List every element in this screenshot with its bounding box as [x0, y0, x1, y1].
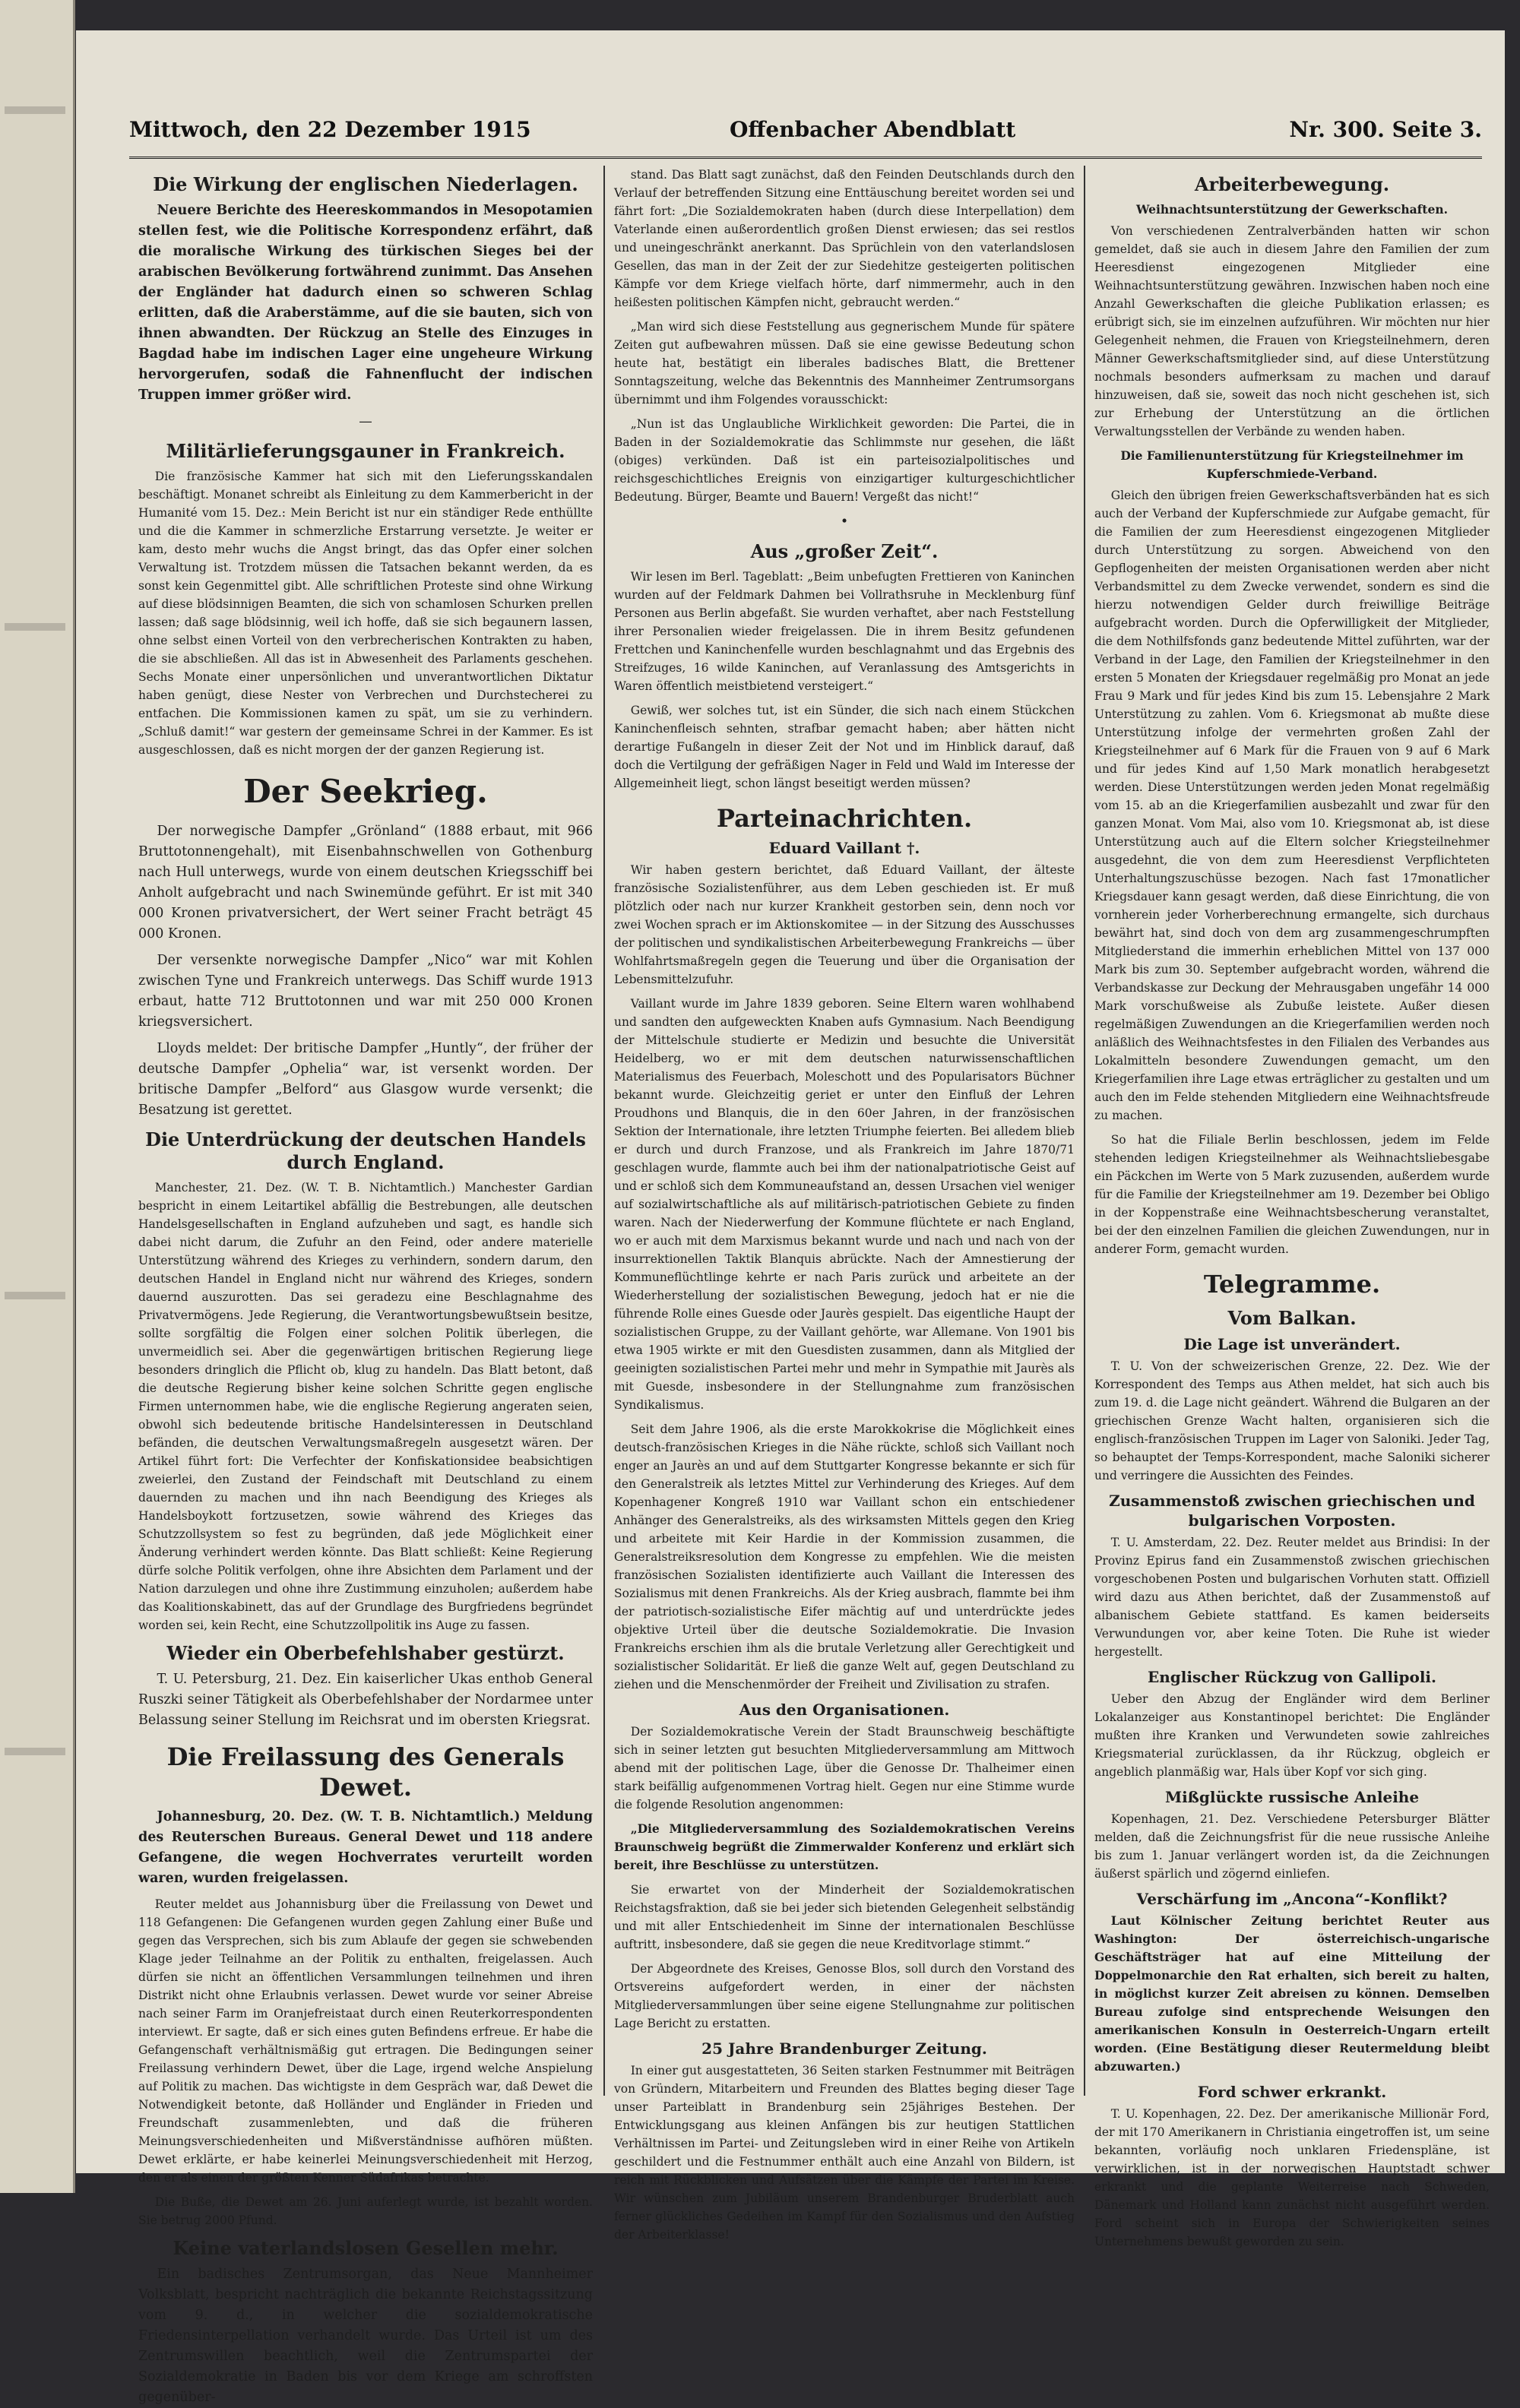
article-paragraph: Wir lesen im Berl. Tageblatt: „Beim unbefugten Frettieren von Kaninchen wurden auf der Feldmark Dahmen bei Vollrathsruhe in Mecklenburg fünf Personen aus Berlin abgefaßt. Sie wurden verhaftet, aber nach Feststellung ihrer Personalien wieder freigelassen. Die in ihrem Besitz gefundenen Frettchen und Kaninchenfelle wurden beschlagnahmt und das Ergebnis des Streifzuges, 16 wilde Kaninchen, auf Veranlassung des Amtsgerichts in Waren öffentlich meistbietend versteigert.“: [614, 570, 1075, 693]
article-headline: Die Unterdrückung der deutschen Handels durch England.: [145, 1128, 586, 1173]
column-3: [1094, 166, 1490, 2248]
article-paragraph: „Man wird sich diese Feststellung aus gegnerischem Munde für spätere Zeiten gut aufbewahren müssen. Daß sie eine gewisse Bedeutung schon heute hat, bestätigt ein liberales badisches Blatt, die Brettener Sonntagszeitung, welche das Bekenntnis des Mannheimer Zentrumsorgans übernimmt und ihm Folgendes vorausschickt:: [614, 320, 1075, 407]
article-paragraph: T. U. Amsterdam, 22. Dez. Reuter meldet aus Brindisi: In der Provinz Epirus fand ein Zusammenstoß zwischen griechischen vorgeschobenen Posten und bulgarischen Vorhuten statt. Offiziell wird dazu aus Athen berichtet, daß der Zusammenstoß auf albanischem Gebiete stattfand. Es kamen beiderseits Verwundungen vor, aber keine Toten. Die Ruhe ist wieder hergestellt.: [1094, 1536, 1490, 1659]
article-paragraph: Manchester, 21. Dez. (W. T. B. Nichtamtlich.) Manchester Gardian bespricht in einem Leitartikel abfällig die Bestrebungen, alle deutschen Handelsgesellschaften in England aufzuheben und sagt, es handle sich dabei nicht darum, die Zufuhr an den Feind, oder andere materielle Unterstützung während des Krieges zu verhindern, sondern darum, den deutschen Handel in England nicht nur während des Krieges, sondern dauernd auszurotten. Das sei geradezu eine Beschlagnahme des Privatvermögens. Jede Regierung, die Verantwortungsbewußtsein besitze, sollte sorgfältig die Folgen einer solchen Politik überlegen, die unvermeidlich sei. Aber die gegenwärtigen britischen Regierung liege besonders dringlich die Pflicht ob, klug zu handeln. Das Blatt betont, daß die deutsche Regierung bisher keine solchen Schritte gegen englische Firmen unternommen habe, wie die englische Regierung angeraten seien, obwohl sich bedeutende britische Handelsinteressen in Deutschland befänden, die deutschen Verwaltungsmaßregeln ausgesetzt wären. Der Artikel führt fort: Die Verfechter der Konfiskationsidee beabsichtigen zweierlei, den Zustand der Feindschaft mit Deutschland zu einem dauernden zu machen und ihn nach Beendigung des Krieges als Handelsboykott fortzusetzen, sowie während des Krieges das Schutzzollsystem so fest zu begründen, daß jede Möglichkeit einer Änderung verhindert werden könnte. Das Blatt schließt: Keine Regierung dürfe solche Politik verfolgen, ohne ihre Absichten dem Parlament und der Nation darzulegen und ohne ihre Zustimmung einzuholen; außerdem habe das Koalitionskabinett, das auf der Grundlage des Burgfriedens begründet worden sei, kein Recht, eine Schutzzollpolitik ins Auge zu fassen.: [138, 1181, 593, 1632]
column-rule: [603, 166, 605, 2096]
masthead-paper-name: Offenbacher Abendblatt: [730, 117, 1016, 142]
article-paragraph: T. U. Petersburg, 21. Dez. Ein kaiserlicher Ukas enthob General Ruszki seiner Tätigkeit als Oberbefehlshaber der Nordarmee unter Belassung seiner Stellung im Reichsrat und im obersten Kriegsrat.: [138, 1672, 593, 1728]
binding-strip: [5, 1292, 65, 1299]
article-paragraph: Gewiß, wer solches tut, ist ein Sünder, die sich nach einem Stückchen Kaninchenfleisch sehnten, strafbar gemacht haben; aber hätten nicht derartige Fußangeln in dieser Zeit der Not und im Hinblick darauf, daß doch die Vertilgung der gefräßigen Nager in Feld und Wald im Interesse der Allgemeinheit liegt, schon längst beseitigt werden müssen?: [614, 704, 1075, 790]
column-rule: [1084, 166, 1085, 2096]
article-paragraph: Die Buße, die Dewet am 26. Juni auferlegt wurde, ist bezahlt worden. Sie betrug 2000 Pfund.: [138, 2195, 593, 2227]
article-subheadline: Ford schwer erkrankt.: [1197, 2083, 1387, 2101]
masthead-issue: Nr. 300. Seite 3.: [1289, 117, 1482, 142]
article-paragraph: So hat die Filiale Berlin beschlossen, jedem im Felde stehenden ledigen Kriegsteilnehmer als Weihnachtsliebesgabe ein Päckchen im Werte von 5 Mark zuzusenden, außerdem wurde für die Familie der Kriegsteilnehmer am 19. Dezember bei Obligo in der Koppenstraße eine Weihnachtsbescherung veranstaltet, bei der den einzelnen Familien die gleichen Zuwendungen, nur in anderer Form, gemacht wurden.: [1094, 1133, 1490, 1256]
separator: •: [840, 514, 849, 530]
article-headline: Die Freilassung des Generals Dewet.: [166, 1742, 565, 1802]
article-headline: Vom Balkan.: [1227, 1307, 1357, 1329]
article-paragraph: stand. Das Blatt sagt zunächst, daß den Feinden Deutschlands durch den Verlauf der betreffenden Sitzung eine Enttäuschung bereitet worden sei und fährt fort: „Die Sozialdemokraten haben (durch diese Interpellation) dem Vaterlande einen außerordentlich großen Dienst erwiesen; das sei restlos und uneingeschränkt anerkannt. Das Sprüchlein von den vaterlandslosen Gesellen, das man in der Zeit der zur Siedehitze gesteigerten politischen Kämpfe vor dem Kriege vielfach hörte, darf nimmermehr, auch in den heißesten politischen Kämpfen nicht, gebraucht werden.“: [614, 168, 1075, 309]
column-1: [138, 166, 593, 2405]
article-paragraph: Lloyds meldet: Der britische Dampfer „Huntly“, der früher der deutsche Dampfer „Ophelia“ war, ist versenkt worden. Der britische Dampfer „Belford“ aus Glasgow wurde versenkt; die Besatzung ist gerettet.: [138, 1041, 593, 1118]
article-paragraph: Ueber den Abzug der Engländer wird dem Berliner Lokalanzeiger aus Konstantinopel berichtet: Die Engländer mußten ihre Kranken und Verwundeten sowie zahlreiches Kriegsmaterial zurücklassen, da ihr Rückzug, obgleich er angeblich planmäßig war, Hals über Kopf vor sich ging.: [1094, 1692, 1490, 1779]
article-paragraph: Ein badisches Zentrumsorgan, das Neue Mannheimer Volksblatt, bespricht nachträglich die bekannte Reichstagssitzung vom 9. d., in welcher die sozialdemokratische Friedensinterpellation verhandelt wurde. Das Urteil ist um des Zentrumswillen beachtlich, weil die Zentrumspartei der Sozialdemokratie in Baden bis vor dem Kriege am schroffsten gegenüber-: [138, 2267, 593, 2405]
article-paragraph: Wir haben gestern berichtet, daß Eduard Vaillant, der älteste französische Sozialistenführer, aus dem Leben geschieden ist. Er muß plötzlich oder nach nur kurzer Krankheit gestorben sein, denn noch vor zwei Wochen sprach er im Aktionskomitee — in der Sitzung des Ausschusses der politischen und syndikalistischen Arbeiterbewegung Frankreichs — über Wohlfahrtsmaßregeln gegen die Teuerung und über die Organisation der Lebensmittelzufuhr.: [614, 863, 1075, 986]
article-subheadline: Die Familienunterstützung für Kriegsteilnehmer im Kupferschmiede-Verband.: [1120, 448, 1464, 481]
binding-strip: [5, 623, 65, 631]
article-paragraph: Sie erwartet von der Minderheit der Sozialdemokratischen Reichstagsfraktion, daß sie bei jeder sich bietenden Gelegenheit selbständig und mit aller Entschiedenheit im Sinne der internationalen Beschlüsse auftritt, insbesondere, daß sie gegen die neue Kreditvorlage stimmt.“: [614, 1883, 1075, 1951]
article-paragraph: Vaillant wurde im Jahre 1839 geboren. Seine Eltern waren wohlhabend und sandten den aufgeweckten Knaben aufs Gymnasium. Nach Beendigung der Mittelschule studierte er Medizin und besuchte die Universität Heidelberg, wo er mit dem deutschen naturwissenschaftlichen Materialismus des Feuerbach, Moleschott und des Popularisators Büchner bekannt wurde. Gleichzeitig geriet er unter den Einfluß der Lehren Proudhons und Blanquis, die in den 60er Jahren, in der französischen Sektion der Internationale, ihre letzten Triumphe feierten. Bei alledem blieb er durch und durch Franzose, und als Frankreich im Jahre 1870/71 geschlagen wurde, flammte auch bei ihm der nationalpatriotische Geist auf und er schloß sich dem Kommuneaufstand an, dessen Ursachen viel weniger auf sozialwirtschaftliche als auf militärisch-patriotischen Gebiete zu finden waren. Nach der Niederwerfung der Kommune flüchtete er nach England, wo er auch mit dem Marxismus bekannt wurde und nach und nach von der insurrektionellen Taktik Blanquis abrückte. Nach der Amnestierung der Kommuneflüchtlinge kehrte er nach Paris zurück und arbeitete an der Wiederherstellung der sozialistischen Bewegung, jedoch hat er nie die führende Rolle eines Guesde oder Jaurès gespielt. Das eigentliche Haupt der sozialistischen Gruppe, zu der Vaillant gehörte, war Allemane. Von 1901 bis etwa 1905 wirkte er mit den Guesdisten zusammen, dann als Mitglied der geeinigten sozialistischen Partei mehr und mehr in Sympathie mit Jaurès als mit Guesde, insbesondere in der Stellungnahme zum französischen Syndikalismus.: [614, 997, 1075, 1412]
masthead: [129, 112, 1482, 159]
article-subheadline: Englischer Rückzug von Gallipoli.: [1148, 1668, 1436, 1686]
article-headline: Parteinachrichten.: [716, 804, 973, 833]
article-subheadline: Aus den Organisationen.: [739, 1701, 950, 1719]
article-subheadline: Verschärfung im „Ancona“-Konflikt?: [1136, 1890, 1448, 1908]
article-paragraph: In einer gut ausgestatteten, 36 Seiten starken Festnummer mit Beiträgen von Gründern, Mitarbeitern und Freunden des Blattes beging dieser Tage unser Parteiblatt in Brandenburg sein 25jähriges Bestehen. Der Entwicklungsgang aus kleinen Anfängen bis zur heutigen Stattlichen Verhältnissen im Partei- und Zeitungsleben wird in einer Reihe von Artikeln geschildert und die Festnummer enthält auch eine Anzahl von Bildern, ist reich mit Rückblicken und Aufsätzen über die Kämpfe der Partei im Kreise. Wir wünschen zum Jubiläum unserem Brandenburger Bruderblatt auch ferner glückliches Gedeihen im Kampf für den Sozialismus und den Aufstieg der Arbeiterklasse!: [614, 2064, 1075, 2242]
article-headline: Wieder ein Oberbefehlshaber gestürzt.: [166, 1642, 565, 1664]
masthead-date: Mittwoch, den 22 Dezember 1915: [129, 117, 531, 142]
article-paragraph: Reuter meldet aus Johannisburg über die Freilassung von Dewet und 118 Gefangenen: Die Gefangenen wurden gegen Zahlung einer Buße und gegen das Versprechen, sich bis zum Ablaufe der gegen sie schwebenden Klage jeder Teilnahme an der Politik zu enthalten, freigelassen. Auch dürfen sie nicht an öffentlichen Versammlungen teilnehmen und ihren Distrikt nicht ohne Erlaubnis verlassen. Dewet wurde vor seiner Abreise nach seiner Farm im Oranjefreistaat durch einen Reuterkorrespondenten interviewt. Er sagte, daß er sich eines guten Befindens erfreue. Er habe die Gefangenschaft verhältnismäßig gut ertragen. Die Bedingungen seiner Freilassung verhindern Dewet, über die Lage, irgend welche Anspielung auf Politik zu machen. Das wichtigste in dem Gespräch war, daß Dewet die Notwendigkeit betonte, daß Holländer und Engländer in Frieden und Freundschaft zusammenlebten, und daß die früheren Meinungsverschiedenheiten und Mißverständnisse aufhören müßten. Dewet erklärte, er habe keinerlei Meinungsverschiedenheit mit Herzog, den er als einen der größten Kenner Südafrikas betrachte.: [138, 1897, 593, 2185]
article-subheadline: Die Lage ist unverändert.: [1183, 1335, 1401, 1353]
column-2: [614, 166, 1075, 2242]
article-headline: Keine vaterlandslosen Gesellen mehr.: [173, 2237, 559, 2259]
article-headline: Militärlieferungsgauner in Frankreich.: [166, 440, 565, 462]
article-paragraph: „Nun ist das Unglaubliche Wirklichkeit geworden: Die Partei, die in Baden in der Sozialdemokratie das Schlimmste nur gesehen, die läßt (obiges) verkünden. Daß ist ein parteisozialpolitisches und reichsgeschichtliches Ereignis von einzigartiger kulturgeschichtlicher Bedeutung. Bürger, Beamte und Bauern! Vergeßt das nicht!“: [614, 417, 1075, 504]
newspaper-page: [76, 30, 1505, 2405]
article-subheadline: Mißglückte russische Anleihe: [1164, 1788, 1420, 1806]
article-headline: Arbeiterbewegung.: [1194, 173, 1390, 195]
binding-strip: [5, 106, 65, 114]
article-subheadline: Eduard Vaillant †.: [768, 839, 920, 857]
binding-strip: [5, 1748, 65, 1755]
article-paragraph: T. U. Kopenhagen, 22. Dez. Der amerikanische Millionär Ford, der mit 170 Amerikanern in Christiania eingetroffen ist, um seine bekannten, vorläufig noch unklaren Friedenspläne, ist verwirklichen, ist in der norwegischen Hauptstadt schwer erkrankt und die geplante Weiterreise nach Schweden, Dänemark und Holland kann zunächst nicht ausgeführt werden. Ford scheint sich in Europa der Schwierigkeiten seines Unternehmens bewußt geworden zu sein.: [1094, 2107, 1490, 2248]
article-subheadline: Zusammenstoß zwischen griechischen und bulgarischen Vorposten.: [1109, 1492, 1475, 1530]
article-subheadline: Weihnachtsunterstützung der Gewerkschaften.: [1136, 202, 1448, 217]
article-headline: Die Wirkung der englischen Niederlagen.: [153, 173, 578, 195]
article-paragraph: Gleich den übrigen freien Gewerkschaftsverbänden hat es sich auch der Verband der Kupferschmiede zur Aufgabe gemacht, für die Familien der zum Heeresdienst eingezogenen Mitglieder durch Unterstützung zu sorgen. Abweichend von den Gepflogenheiten der meisten Organisationen werden aber nicht Verbandsmittel zu dem Zwecke verwendet, sondern es sind die hierzu notwendigen Gelder durch freiwillige Beiträge aufgebracht worden. Durch die Opferwilligkeit der Mitglieder, die dem Nothilfsfonds ganz bedeutende Mittel zuführten, war der Verband in der Lage, den Familien der Kriegsteilnehmer in den ersten 5 Monaten der Kriegsdauer regelmäßig pro Monat an jede Frau 9 Mark und für jedes Kind bis zum 15. Lebensjahre 2 Mark Unterstützung zu zahlen. Vom 6. Kriegsmonat ab mußte diese Unterstützung infolge der vermehrten großen Zahl der Kriegsteilnehmer auf 6 Mark für die Frauen von 9 auf 6 Mark und für jedes Kind auf 1,50 Mark monatlich herabgesetzt werden. Diese Unterstützungen werden jeden Monat regelmäßig vom 15. ab an die Kriegerfamilien ausbezahlt und zwar für den ganzen Monat. Vom Mai, also vom 10. Kriegsmonat ab, ist diese Unterstützung auch auf die Eltern solcher Kriegsteilnehmer ausgedehnt, die von dem zum Heeresdienst Verpflichteten Unterhaltungszuschüsse bezogen. Nach fast 17monatlicher Kriegsdauer kann gesagt werden, daß diese Einrichtung, die von vornherein jeder Vorherberechnung ermangelte, sich durchaus bewährt hat, sind doch von dem arg zusammengeschrumpften Mitgliederstand die immerhin erheblichen Mittel von 137 000 Mark bis zum 30. September aufgebracht worden, während die Verbandskasse zur Deckung der Mehrausgaben ungefähr 14 000 Mark vorschußweise als Zubuße leistete. Außer diesen regelmäßigen Zuwendungen an die Kriegerfamilien werden noch anläßlich des Weihnachtsfestes in den Filialen des Verbandes aus Lokalmitteln besondere Zuwendungen gemacht, um den Kriegerfamilien ihre Lage etwas erträglicher zu gestalten und um auch den im Felde stehenden Mitgliedern eine Weihnachtsfreude zu machen.: [1094, 489, 1490, 1122]
article-paragraph: Laut Kölnischer Zeitung berichtet Reuter aus Washington: Der österreichisch-ungarische Geschäftsträger hat auf eine Mitteilung der Doppelmonarchie den Rat erhalten, sich bereit zu halten, in möglichst kurzer Zeit abreisen zu können. Demselben Bureau zufolge sind entsprechende Weisungen den amerikanischen Konsuln in Oesterreich-Ungarn erteilt worden. (Eine Bestätigung dieser Reutermeldung bleibt abzuwarten.): [1094, 1913, 1490, 2074]
article-paragraph: Die französische Kammer hat sich mit den Lieferungsskandalen beschäftigt. Monanet schreibt als Einleitung zu dem Kammerbericht in der Humanité vom 15. Dez.: Mein Bericht ist nur ein ständiger Rede enthüllte und die die Kammer in schmerzliche Erstarrung versetzte. Je weiter er kam, desto mehr wuchs die Angst bringt, das das Opfer einer solchen Verwaltung ist. Trotzdem müssen die Tatsachen bekannt werden, da es sonst kein Gegenmittel gibt. Alle schriftlichen Proteste sind ohne Wirkung auf diese blödsinnigen Beamten, die sich von schamlosen Schurken prellen lassen; daß sage blödsinnig, weil ich hoffe, daß sie sich begaunern lassen, ohne selbst einen Vorteil von den verbrecherischen Kontrakten zu haben, die sie abschließen. All das ist in Abwesenheit des Parlaments geschehen. Sechs Monate einer unpersönlichen und unverantwortlichen Diktatur haben genügt, diese Nester von Verbrechen und Durchstecherei zu entfachen. Die Kommissionen kamen zu spät, um sie zu verhindern. „Schluß damit!“ war gestern der gemeinsame Schrei in der Kammer. Es ist ausgeschlossen, daß es nicht morgen der der ganzen Regierung ist.: [138, 470, 593, 757]
article-paragraph: Der versenkte norwegische Dampfer „Nico“ war mit Kohlen zwischen Tyne und Frankreich unterwegs. Das Schiff wurde 1913 erbaut, hatte 712 Bruttotonnen und war mit 250 000 Kronen kriegsversichert.: [138, 953, 593, 1030]
article-paragraph: Kopenhagen, 21. Dez. Verschiedene Petersburger Blätter melden, daß die Zeichnungsfrist für die neue russische Anleihe bis zum 1. Januar verlängert worden ist, da die Zeichnungen äußerst spärlich und zögernd einliefen.: [1094, 1812, 1490, 1881]
separator: —: [359, 414, 372, 429]
article-paragraph: T. U. Von der schweizerischen Grenze, 22. Dez. Wie der Korrespondent des Temps aus Athen meldet, hat sich auch bis zum 19. d. die Lage nicht geändert. Während die Bulgaren an der griechischen Grenze Wacht halten, organisieren sich die englisch-französischen Truppen im Lager von Saloniki. Jeder Tag, so behauptet der Temps-Korrespondent, mache Saloniki sicherer und verringere die Aussichten des Feindes.: [1094, 1359, 1490, 1482]
article-paragraph: Seit dem Jahre 1906, als die erste Marokkokrise die Möglichkeit eines deutsch-französischen Krieges in die Nähe rückte, schloß sich Vaillant noch enger an Jaurès an und auf dem Stuttgarter Kongresse bekannte er sich für den Generalstreik als letztes Mittel zur Verhinderung des Krieges. Auf dem Kopenhagener Kongreß 1910 war Vaillant schon ein entschiedener Anhänger des Generalstreiks, als des wirksamsten Mittels gegen den Krieg und arbeitete mit Keir Hardie in der Kommission zusammen, die Generalstreiksresolution dem Kongresse zu empfehlen. Wie die meisten französischen Sozialisten identifizierte auch Vaillant die Interessen des Sozialismus mit denen Frankreichs. Als der Krieg ausbrach, flammte bei ihm der patriotisch-sozialistische Eifer mächtig auf und unterdrückte jedes objektive Urteil über die deutsche Sozialdemokratie. Die Invasion Frankreichs erschien ihm als die brutale Verletzung aller Gerechtigkeit und sozialistischer Solidarität. Er ließ die ganze Welt auf, gegen Deutschland zu ziehen und die Menschenmörder der Freiheit und Zivilisation zu strafen.: [614, 1422, 1075, 1691]
article-paragraph: Der Abgeordnete des Kreises, Genosse Blos, soll durch den Vorstand des Ortsvereins aufgefordert werden, in einer der nächsten Mitgliederversammlungen über seine eigene Stellungnahme zur politischen Lage Bericht zu erstatten.: [614, 1962, 1075, 2030]
article-paragraph: Neuere Berichte des Heereskommandos in Mesopotamien stellen fest, wie die Politische Korrespondenz erfährt, daß die moralische Wirkung des türkischen Sieges bei der arabischen Bevölkerung fortwährend zunimmt. Das Ansehen der Engländer hat dadurch einen so schweren Schlag erlitten, daß die Araberstämme, auf die sie bauten, sich von ihnen abwandten. Der Rückzug an Stelle des Einzuges in Bagdad habe im indischen Lager eine ungeheure Wirkung hervorgerufen, sodaß die Fahnenflucht der indischen Truppen immer größer wird.: [138, 203, 593, 403]
article-paragraph: Der Sozialdemokratische Verein der Stadt Braunschweig beschäftigte sich in seiner letzten gut besuchten Mitgliederversammlung am Mittwoch abend mit der politischen Lage, über die Genosse Dr. Thalheimer einen stark beifällig aufgenommenen Vortrag hielt. Gegen nur eine Stimme wurde die folgende Resolution angenommen:: [614, 1725, 1075, 1812]
article-paragraph: Von verschiedenen Zentralverbänden hatten wir schon gemeldet, daß sie auch in diesem Jahre den Familien der zum Heeresdienst eingezogenen Mitglieder eine Weihnachtsunterstützung gewähren. Inzwischen haben noch eine Anzahl Gewerkschaften die gleiche Publikation erlassen; es erübrigt sich, sie im einzelnen aufzuführen. Wir möchten nur hier Gelegenheit nehmen, die Frauen von Kriegsteilnehmern, deren Männer Gewerkschaftsmitglieder sind, auf diese Unterstützung nochmals besonders aufmerksam zu machen und darauf hinzuweisen, daß sie, soweit das noch nicht geschehen ist, sich zur Erhebung der Unterstützung an die örtlichen Verwaltungsstellen der Verbände zu wenden haben.: [1094, 224, 1490, 438]
book-binding: [0, 0, 75, 2193]
article-paragraph: Der norwegische Dampfer „Grönland“ (1888 erbaut, mit 966 Bruttotonnengehalt), mit Eisenbahnschwellen von Gothenburg nach Hull unterwegs, wurde von einem deutschen Kriegsschiff bei Anholt aufgebracht und nach Swinemünde geführt. Er ist mit 340 000 Kronen privatversichert, der Wert seiner Fracht beträgt 45 000 Kronen.: [138, 824, 593, 941]
article-paragraph: Johannesburg, 20. Dez. (W. T. B. Nichtamtlich.) Meldung des Reuterschen Bureaus. General Dewet und 118 andere Gefangene, die wegen Hochverrates verurteilt worden waren, wurden freigelassen.: [138, 1809, 593, 1886]
article-headline: Aus „großer Zeit“.: [750, 540, 939, 562]
article-paragraph: „Die Mitgliederversammlung des Sozialdemokratischen Vereins Braunschweig begrüßt die Zimmerwalder Konferenz und erklärt sich bereit, ihre Beschlüsse zu unterstützen.: [614, 1821, 1075, 1872]
article-headline: Telegramme.: [1203, 1270, 1381, 1299]
article-subheadline: 25 Jahre Brandenburger Zeitung.: [701, 2039, 987, 2058]
article-headline: Der Seekrieg.: [243, 773, 488, 810]
